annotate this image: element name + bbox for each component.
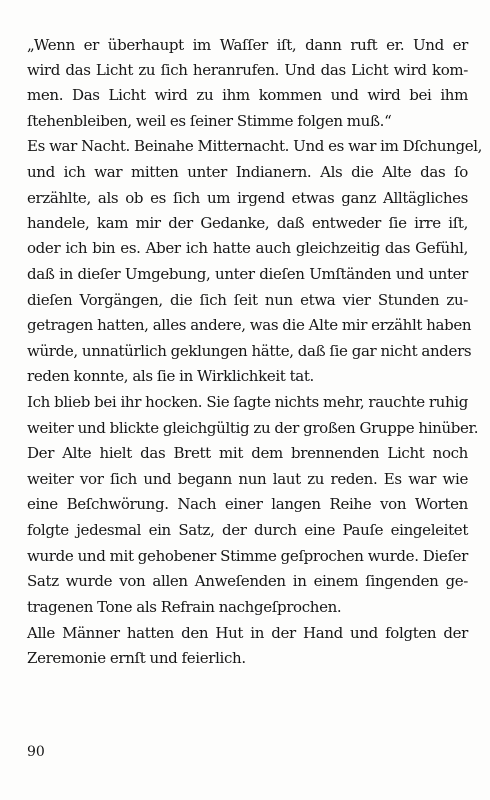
page-number: 90 — [27, 744, 45, 760]
text-line: oder ich bin es. Aber ich hatte auch gleichzeitig das Gefühl, — [27, 239, 468, 257]
text-line: wurde und mit gehobener Stimme geſprochen wurde. Dieſer — [27, 547, 468, 565]
text-line: reden konnte, als ſie in Wirklichkeit tat. — [27, 367, 314, 385]
text-line: Es war Nacht. Beinahe Mitternacht. Und es war im Dſchungel, — [27, 137, 483, 155]
text-line: und ich war mitten unter Indianern. Als die Alte das ſo — [27, 163, 468, 181]
text-line: tragenen Tone als Refrain nachgeſprochen. — [27, 598, 342, 616]
text-line: Zeremonie ernſt und feierlich. — [27, 649, 246, 667]
text-line: folgte jedesmal ein Satz, der durch eine Pauſe eingeleitet — [27, 521, 468, 539]
text-line: würde, unnatürlich geklungen hätte, daß ſie gar nicht anders — [27, 342, 472, 360]
text-line: ſtehenbleiben, weil es ſeiner Stimme folgen muß.“ — [27, 112, 392, 130]
text-line: weiter vor ſich und begann nun laut zu reden. Es war wie — [27, 470, 468, 488]
text-line: Alle Männer hatten den Hut in der Hand und folgten der — [27, 624, 468, 642]
text-line: eine Beſchwörung. Nach einer langen Reihe von Worten — [27, 495, 468, 513]
text-line: dieſen Vorgängen, die ſich ſeit nun etwa vier Stunden zu- — [27, 291, 468, 309]
text-line: weiter und blickte gleichgültig zu der großen Gruppe hinüber. — [27, 419, 479, 437]
text-line: Der Alte hielt das Brett mit dem brennenden Licht noch — [27, 444, 468, 462]
text-line: getragen hatten, alles andere, was die Alte mir erzählt haben — [27, 316, 472, 334]
text-line: handele, kam mir der Gedanke, daß entweder ſie irre iſt, — [27, 214, 468, 232]
text-line: erzählte, als ob es ſich um irgend etwas ganz Alltägliches — [27, 189, 468, 207]
text-line: Satz wurde von allen Anweſenden in einem ſingenden ge- — [27, 572, 468, 590]
text-line: daß in dieſer Umgebung, unter dieſen Umſtänden und unter — [27, 265, 468, 283]
text-line: Ich blieb bei ihr hocken. Sie ſagte nichts mehr, rauchte ruhig — [27, 393, 468, 411]
text-line: „Wenn er überhaupt im Waſſer iſt, dann ruft er. Und er — [27, 36, 468, 54]
text-line: men. Das Licht wird zu ihm kommen und wird bei ihm — [27, 86, 468, 104]
text-line: wird das Licht zu ſich heranrufen. Und das Licht wird kom- — [27, 61, 468, 79]
